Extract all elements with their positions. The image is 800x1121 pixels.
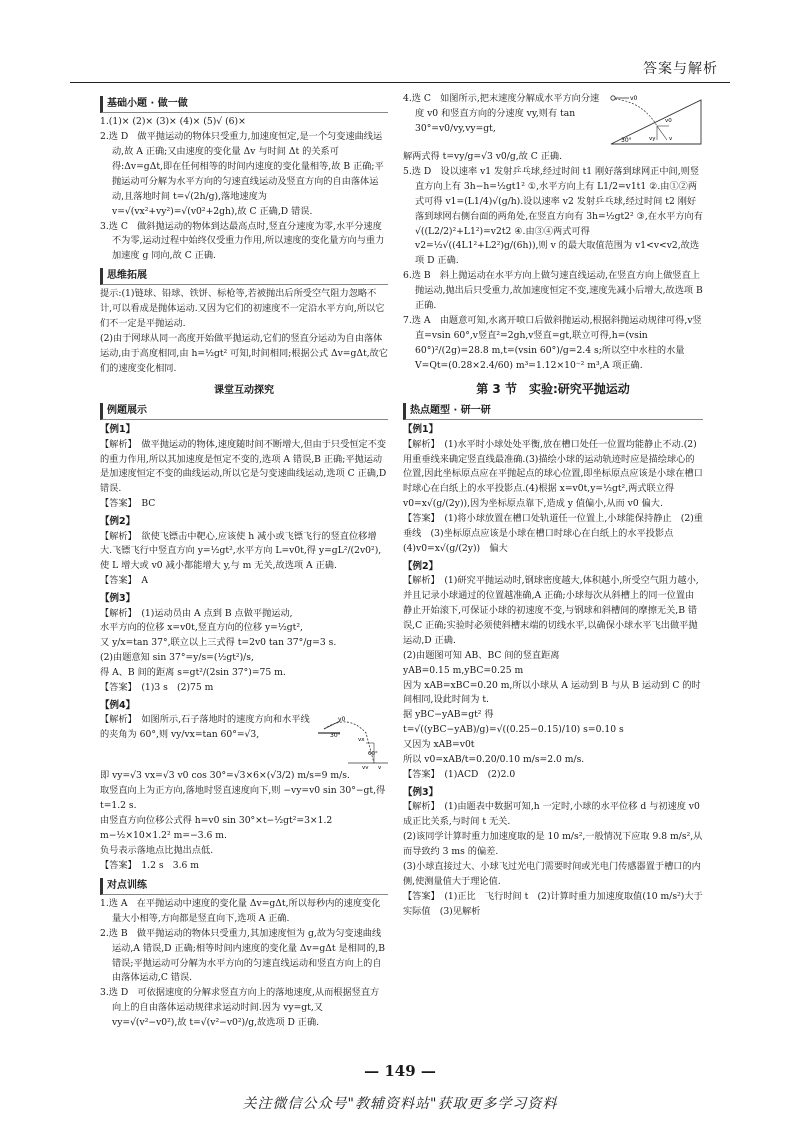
example-3-line: 水平方向的位移 x=v0t,竖直方向的位移 y=½gt², — [100, 622, 303, 634]
r-example-2-line: 因为 xAB=xBC=0.20 m,所以小球从 A 运动到 B 与从 B 运动到 C 的时间相同,设此时间为 t. — [403, 679, 701, 706]
item-4-block — [403, 92, 703, 150]
example-4-block — [100, 713, 388, 769]
v0-label: v0 — [338, 716, 346, 724]
basic-list — [100, 115, 388, 264]
v-label: v — [378, 765, 382, 770]
practice-item: 2.选 B 做平抛运动的物体只受重力,其加速度恒为 g,故为匀变速曲线运动,A 错误,D 正确;相等时间内速度的变化量 Δv=gΔt 是相同的,B 错误;平抛运动可分解为水平方向的匀速直线运动和竖直方向上的自由落体运动,C 错误. — [100, 927, 385, 984]
r-example-2-line: yAB=0.15 m,yBC=0.25 m — [403, 664, 524, 676]
header-rule — [70, 82, 730, 83]
right-column — [403, 92, 703, 920]
r-example-2-line: (2)由题图可知 AB、BC 间的竖直距离 — [403, 649, 560, 661]
left-column — [100, 92, 388, 1031]
r-example-2-answer: 【答案】 (1)ACD (2)2.0 — [403, 769, 516, 780]
incline-figure — [603, 92, 703, 150]
r-example-2-line: 据 yBC−yAB=gt² 得 — [403, 709, 494, 721]
projectile-figure — [318, 713, 388, 769]
example-2-analysis: 【解析】 欲使飞镖击中靶心,应该使 h 减小或飞镖飞行的竖直位移增大.飞镖飞行中竖直方向 y=½gt²,水平方向 L=v0t,得 y=gL²/(2v0²),使 L 增大或 v0 减小都能增大 y,与 m 无关,故选项 A 正确. — [100, 530, 382, 572]
example-4-line: 【解析】 如图所示,石子落地时的速度方向和水平线的夹角为 60°,则 vy/vx=tan 60°=√3, — [100, 714, 310, 741]
vx-label: vx — [358, 737, 365, 744]
basic-item: 2.选 D 做平抛运动的物体只受重力,加速度恒定,是一个匀变速曲线运动,故 A 正确;又由速度的变化量 Δv 与时间 Δt 的关系可得:Δv=gΔt,即在任何相等的时间内速度的变化量相等,故 B 正确;平抛运动可分解为水平方向的匀速直线运动及竖直方向的自由落体运动,且落地时间 t=√(2h/g),落地速度为 v=√(vx²+vy²)=√(v0²+2gh),故 C 正确,D 错误. — [100, 131, 384, 217]
angle-label: 30° — [621, 137, 632, 144]
page-number: — 149 — — [364, 1062, 436, 1080]
angle2-label: 60° — [368, 751, 378, 758]
example-2-answer: 【答案】 A — [100, 575, 148, 587]
chapter-title: 第 3 节 实验:研究平抛运动 — [476, 381, 630, 396]
r-example-2-label: 【例2】 — [403, 560, 439, 572]
r-example-2-line: t=√((yBC−yAB)/g)=√((0.25−0.15)/10) s=0.10 s — [403, 724, 624, 736]
example-4-line: 由竖直方向位移公式得 h=v0 sin 30°×t−½gt²=3×1.2 m−½×10×1.2² m=−3.6 m. — [100, 815, 333, 841]
example-4-label: 【例4】 — [100, 699, 136, 711]
practice-item: 5.选 D 设以速率 v1 发射乒乓球,经过时间 t1 刚好落到球网正中间,则竖直方向上有 3h−h=½gt1² ①,水平方向上有 L1/2=v1t1 ②.由①②两式可得 v1=(L1/4)√(g/h).设以速率 v2 发射乒乓球,经过时间 t2 刚好落到球网右侧台面的两角处,在竖直方向有 3h=½gt2² ③,在水平方向有 √((L2/2)²+L1²)=v2t2 ④.由③④两式可得 v2=½√((4L1²+L2²)g/(6h)),则 v 的最大取值范围为 v1<v<v2,故选项 D 正确. — [403, 165, 703, 267]
practice-item: 解两式得 t=vy/g=√3 v0/g,故 C 正确. — [403, 151, 563, 162]
example-3-line: 得 A、B 间的距离 s=gt²/(2sin 37°)=75 m. — [100, 667, 286, 679]
example-1-answer: 【答案】 BC — [100, 498, 156, 510]
example-1-analysis: 【解析】 做平抛运动的物体,速度随时间不断增大,但由于只受恒定不变的重力作用,所以其加速度是恒定不变的,选项 A 错误,B 正确;平抛运动是加速度恒定不变的曲线运动,所以它是匀变速曲线运动,选项 C 正确,D 错误. — [100, 438, 387, 495]
example-2-label: 【例2】 — [100, 516, 136, 528]
ball-circle — [611, 96, 615, 100]
r-example-1-answer: 【答案】 (1)将小球放置在槽口处轨道任一位置上,小球能保持静止 (2)重垂线 (3)坐标原点应该是小球在槽口时球心在白纸上的水平投影点 (4)v0=x√(g/(2y)) 偏大 — [403, 513, 703, 554]
example-3-label: 【例3】 — [100, 593, 136, 605]
r-example-3-line: (3)小球直接过大、小球飞过光电门需要时间或光电门传感器置于槽口的内侧,使测量值大于理论值. — [403, 860, 701, 887]
vy-label: vy — [649, 136, 656, 142]
header-title: 答案与解析 — [643, 61, 718, 77]
example-1-label: 【例1】 — [100, 424, 136, 436]
example-3-answer: 【答案】 (1)3 s (2)75 m — [100, 682, 214, 694]
r-example-3-answer: 【答案】 (1)正比 飞行时间 t (2)计算时重力加速度取值(10 m/s²)大于实际值 (3)见解析 — [403, 890, 703, 917]
example-4-answer: 【答案】 1.2 s 3.6 m — [100, 859, 200, 871]
practice-item: 7.选 A 由题意可知,水离开喷口后做斜抛运动,根据斜抛运动规律可得,v竖直=vsin 60°,v竖直²=2gh,v竖直=gt,联立可得,h=(vsin 60°)²/(2g)=28.8 m,t=(vsin 60°)/g=2.4 s;所以空中水柱的水量 V=Qt=(0.28×2.4/60) m³=1.12×10⁻² m³,A 项正确. — [403, 314, 702, 371]
v-label: v — [669, 136, 673, 142]
r-example-2-line: 【解析】 (1)研究平抛运动时,钢球密度越大,体积越小,所受空气阻力越小,并且记录小球通过的位置越准确,A 正确;小球每次从斜槽上的同一位置由静止开始滚下,可保证小球的初速度不变,与钢球和斜槽间的摩擦无关,B 错误,C 正确;实验时必须使斜槽末端的切线水平,以确保小球水平飞出做平抛运动,D 正确. — [403, 575, 699, 646]
example-3-line: 【解析】 (1)运动员由 A 点到 B 点做平抛运动, — [100, 607, 293, 619]
example-3-line: (2)由题意知 sin 37°=y/s=(½gt²)/s, — [100, 652, 254, 664]
basic-item: 3.选 C 做斜抛运动的物体到达最高点时,竖直分速度为零,水平分速度不为零,运动过程中始终仅受重力作用,所以速度的变化量方向与重力加速度 g 同向,故 C 正确. — [100, 220, 385, 262]
trajectory-curve — [615, 99, 657, 126]
section-basic: 基础小题 · 做一做 — [100, 96, 388, 113]
section-examples: 例题展示 — [100, 403, 388, 420]
angle-label: 30° — [330, 732, 341, 740]
basic-item: 1.(1)× (2)× (3)× (4)× (5)√ (6)× — [100, 116, 246, 128]
r-example-1-analysis: 【解析】 (1)水平时小球处处平衡,放在槽口处任一位置均能静止不动.(2)用重垂线来确定竖直线最准确.(3)描绘小球的运动轨迹时应是描绘球心的位置,因此坐标原点应在平抛起点的球心位置,即坐标原点应该是小球在槽口时球心在白纸上的水平投影点.(4)根据 x=v0t,y=½gt²,两式联立得 v0=x√(g/(2y)),因为坐标原点靠下,造成 y 值偏小,从而 v0 偏大. — [403, 438, 703, 510]
r-example-2-line: 又因为 xAB=v0t — [403, 739, 475, 751]
footer-note: 关注微信公众号"教辅资料站"获取更多学习资料 — [242, 1096, 558, 1112]
example-4-line: 即 vy=√3 vx=√3 v0 cos 30°=√3×6×(√3/2) m/s=9 m/s. — [100, 770, 350, 782]
vy-label: vy — [362, 765, 369, 770]
practice-item: 6.选 B 斜上抛运动在水平方向上做匀速直线运动,在竖直方向上做竖直上抛运动,抛出后只受重力,故加速度恒定不变,速度先减小后增大,故选项 B 正确. — [403, 270, 703, 312]
thinking-hint: (2)由于网球从同一高度开始做平抛运动,它们的竖直分运动为自由落体运动,由于高度相同,由 h=½gt² 可知,时间相同;根据公式 Δv=gΔt,故它们的速度变化相同. — [100, 333, 388, 374]
r-example-3-label: 【例3】 — [403, 786, 439, 798]
vx-label: v0 — [665, 118, 672, 124]
classroom-title: 课堂互动探究 — [214, 384, 274, 396]
practice-item: 4.选 C 如图所示,把末速度分解成水平方向分速度 v0 和竖直方向的分速度 vy,则有 tan 30°=v0/vy,vy=gt, — [403, 93, 600, 134]
section-practice: 对点训练 — [100, 878, 388, 895]
example-4-line: 取竖直向上为正方向,落地时竖直速度向下,则 −vy=v0 sin 30°−gt,得 t=1.2 s. — [100, 785, 386, 812]
v0-label: v0 — [630, 95, 638, 102]
v-arrow — [657, 126, 667, 140]
r-example-2-line: 所以 v0=xAB/t=0.20/0.10 m/s=2.0 m/s. — [403, 754, 585, 766]
thinking-hint: 提示:(1)链球、铅球、铁饼、标枪等,若被抛出后所受空气阻力忽略不计,可以看成是抛体运动.又因为它们的初速度不一定沿水平方向,所以它们不一定是平抛运动. — [100, 288, 385, 330]
r-example-3-line: 【解析】 (1)由题表中数据可知,h 一定时,小球的水平位移 d 与初速度 v0 成正比关系,与时间 t 无关. — [403, 801, 700, 828]
r-example-1-label: 【例1】 — [403, 424, 439, 436]
example-3-line: 又 y/x=tan 37°,联立以上三式得 t=2v0 tan 37°/g=3 s. — [100, 637, 337, 649]
r-example-3-line: (2)该同学计算时重力加速度取的是 10 m/s²,一般情况下应取 9.8 m/s²,从而导致约 3 ms 的偏差. — [403, 831, 703, 857]
practice-item: 1.选 A 在平抛运动中速度的变化量 Δv=gΔt,所以每秒内的速度变化量大小相等,方向都是竖直向下,选项 A 正确. — [100, 897, 381, 924]
example-4-line: 负号表示落地点比抛出点低. — [100, 844, 214, 856]
section-hot-topics: 热点题型 · 研一研 — [403, 403, 703, 420]
trajectory-curve — [324, 722, 374, 763]
section-thinking: 思维拓展 — [100, 268, 388, 285]
practice-item: 3.选 D 可依据速度的分解求竖直方向上的落地速度,从而根据竖直方向上的自由落体运动规律求运动时间.因为 vy=gt,又 vy=√(v²−v0²),故 t=√(v²−v0²)/g,故选项 D 正确. — [100, 987, 380, 1029]
